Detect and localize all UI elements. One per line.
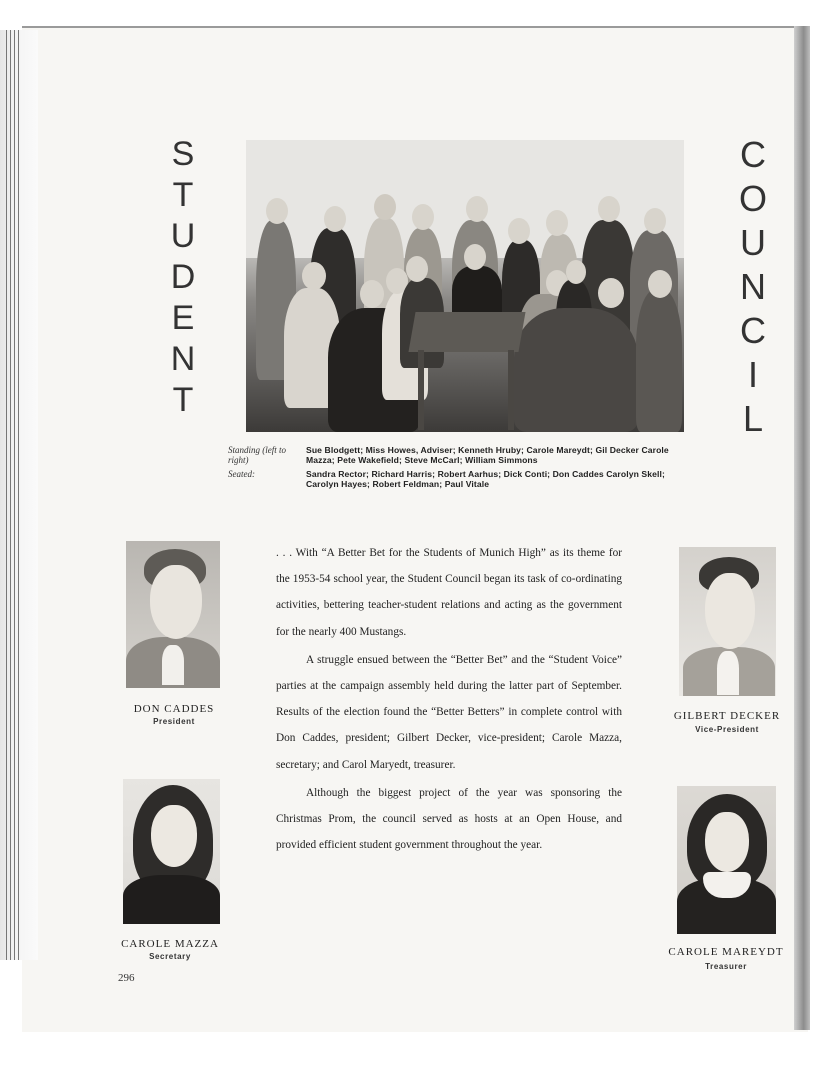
caption-standing-names: Sue Blodgett; Miss Howes, Adviser; Kenneth Hruby; Carole Mareydt; Gil Decker Carole Mazza; Pete Wakefield; Steve McCarl; William Simmons — [306, 445, 669, 465]
officer-name: DON CADDES — [133, 703, 215, 715]
title-letter: S — [171, 135, 195, 173]
article-paragraph: Although the biggest project of the year was sponsoring the Christmas Prom, the council served as hosts at an Open House, and provided efficient student government throughout the year. — [276, 786, 622, 852]
book-binding — [0, 30, 38, 960]
title-council — [736, 134, 770, 439]
title-letter: D — [170, 258, 196, 296]
portrait-treasurer — [677, 786, 776, 934]
portrait-vice-president — [679, 547, 776, 696]
officer-title: Vice-President — [695, 725, 759, 734]
title-letter: L — [742, 398, 764, 439]
title-letter: O — [738, 178, 767, 219]
title-letter: T — [172, 381, 194, 419]
title-student — [168, 137, 198, 417]
caption-seated-names: Sandra Rector; Richard Harris; Robert Aarhus; Dick Conti; Don Caddes Carolyn Skell; Carolyn Hayes; Robert Feldman; Paul Vitale — [306, 469, 665, 489]
photo-caption — [228, 445, 688, 491]
title-letter: U — [170, 217, 196, 255]
page-edge — [794, 26, 810, 1030]
group-photo — [246, 140, 684, 432]
page-number: 296 — [118, 972, 135, 984]
title-letter: E — [171, 299, 195, 337]
caption-seated-label: Seated: — [228, 469, 255, 479]
title-letter: I — [747, 354, 758, 395]
title-letter: C — [740, 134, 766, 175]
article-paragraph: . . . With “A Better Bet for the Students of Munich High” as its theme for the 1953-54 school year, the Student Council began its task of co-ordinating activities, bettering teacher-student relations and acting as the government for the nearly 400 Mustangs. — [276, 547, 622, 638]
caption-standing-label: Standing (left to right) — [228, 445, 286, 465]
officer-title: Secretary — [149, 952, 191, 961]
title-letter: N — [740, 266, 766, 307]
portrait-secretary — [123, 779, 220, 924]
officer-name: CAROLE MAZZA — [121, 938, 219, 950]
title-letter: T — [172, 176, 194, 214]
officer-title: Treasurer — [705, 962, 747, 971]
portrait-president — [126, 541, 220, 688]
title-letter: U — [740, 222, 766, 263]
title-letter: C — [740, 310, 766, 351]
officer-title: President — [153, 717, 195, 726]
article-paragraph: A struggle ensued between the “Better Bet” and the “Student Voice” parties at the campaign assembly held during the latter part of September. Results of the election found the “Better Betters” in complete control with Don Caddes, president; Gilbert Decker, vice-president; Carole Mazza, secretary; and Carol Maryedt, treasurer. — [276, 653, 622, 771]
officer-name: CAROLE MAREYDT — [668, 946, 784, 958]
title-letter: N — [170, 340, 196, 378]
article-body — [276, 540, 622, 858]
officer-name: GILBERT DECKER — [673, 710, 781, 722]
